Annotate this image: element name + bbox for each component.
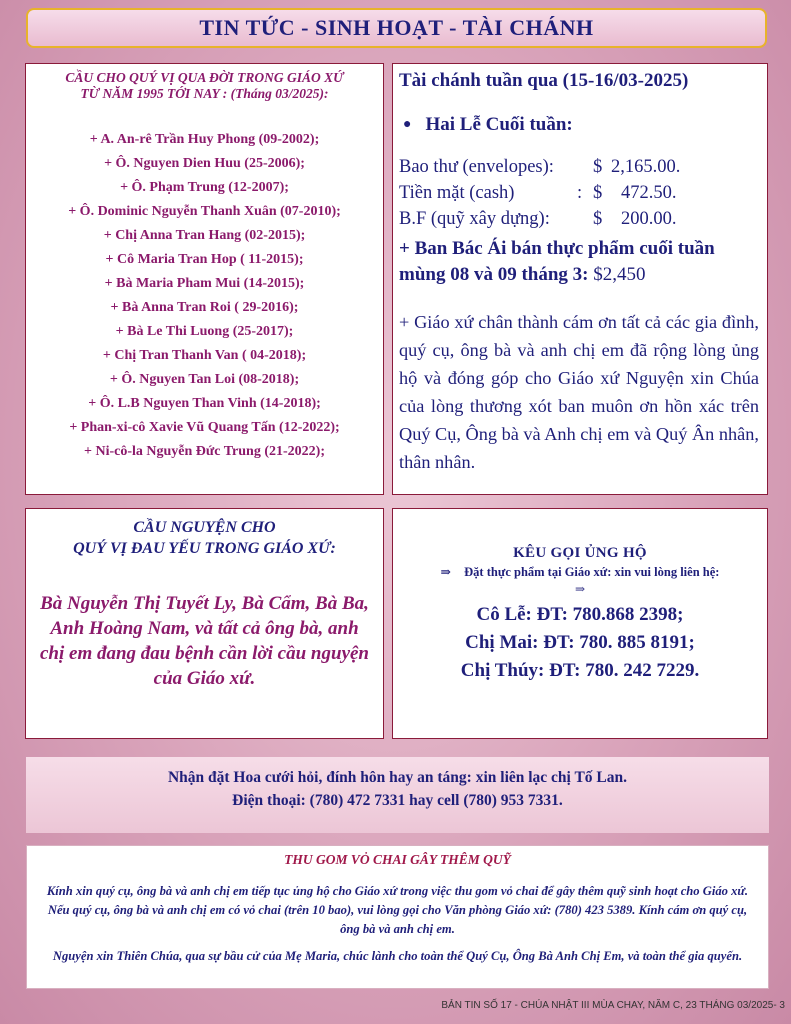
finance-row-colon	[577, 206, 593, 232]
finance-row-label: Bao thư (envelopes):	[399, 157, 554, 177]
finance-row-value: 200.00.	[621, 209, 677, 229]
flower-notice	[26, 757, 769, 833]
list-item: + Phan-xi-cô Xavie Vũ Quang Tấn (12-2022);	[69, 420, 340, 435]
support-title: KÊU GỌI ỦNG HỘ	[513, 545, 647, 561]
deceased-panel	[25, 63, 384, 495]
arrow-right-icon: ⇒	[440, 565, 452, 579]
page-footer: BẢN TIN SỐ 17 - CHÚA NHẬT III MÙA CHAY, NĂM C, 23 THÁNG 03/2025- 3	[441, 1000, 785, 1011]
prayer-title	[26, 517, 383, 559]
deceased-title-line1: CẦU CHO QUÝ VỊ QUA ĐỜI TRONG GIÁO XỨ	[65, 70, 344, 85]
prayer-title-line2: QUÝ VỊ ĐAU YẾU TRONG GIÁO XỨ:	[73, 540, 336, 557]
bottle-title: THU GOM VỎ CHAI GÂY THÊM QUỸ	[284, 852, 511, 867]
list-item: + Chị Tran Thanh Van ( 04-2018);	[102, 348, 307, 363]
weekend-label: Hai Lễ Cuối tuần:	[425, 114, 573, 135]
bacai-amount: $2,450	[593, 264, 646, 285]
bacai-sale	[399, 236, 759, 288]
finance-row-label: Tiền mặt (cash)	[399, 183, 515, 203]
flower-line1: Nhận đặt Hoa cưới hỏi, đính hôn hay an táng: xin liên lạc chị Tố Lan.	[167, 769, 628, 786]
list-item: + A. An-rê Trần Huy Phong (09-2002);	[89, 132, 320, 147]
deceased-title-line2: TỪ NĂM 1995 TỚI NAY : (Tháng 03/2025):	[80, 86, 329, 101]
support-contacts	[393, 601, 767, 685]
bottle-blessing: Nguyện xin Thiên Chúa, qua sự bầu cử của Mẹ Maria, chúc lành cho toàn thể Quý Cụ, Ông Bà Anh Chị Em, và toàn thể gia quyến.	[52, 949, 743, 963]
list-item: + Bà Le Thi Luong (25-2017);	[115, 324, 294, 339]
list-item: + Ni-cô-la Nguyễn Đức Trung (21-2022);	[83, 444, 325, 459]
finance-row-label: B.F (quỹ xây dựng):	[399, 209, 550, 229]
list-item: + Bà Maria Pham Mui (14-2015);	[104, 276, 305, 291]
finance-row-currency: $	[593, 157, 603, 177]
prayer-body: Bà Nguyễn Thị Tuyết Ly, Bà Cẩm, Bà Ba, Anh Hoàng Nam, và tất cả ông bà, anh chị em đang đau bệnh cần lời cầu nguyện của Giáo xứ.	[39, 593, 369, 689]
list-item: + Ô. Phạm Trung (12-2007);	[120, 180, 289, 195]
finance-row-colon: :	[577, 183, 583, 203]
thanks-text: + Giáo xứ chân thành cám ơn tất cả các gia đình, quý cụ, ông bà và anh chị em đã rộng lòng ủng hộ và đóng góp cho Giáo xứ Nguyện xin Chúa của lòng thương xót ban muôn ơn hồn xác trên Quý Cụ, Ông bà và Anh chị em và Quý Ân nhân, thân nhân.	[399, 312, 759, 472]
list-item: + Cô Maria Tran Hop ( 11-2015);	[105, 252, 304, 267]
bottle-body: Kính xin quý cụ, ông bà và anh chị em tiếp tục ủng hộ cho Giáo xứ trong việc thu gom vỏ chai để gây thêm quỹ sinh hoạt cho Giáo xứ. Nếu quý cụ, ông bà và anh chị em có vỏ chai (trên 10 bao), vui lòng gọi cho Văn phòng Giáo xứ: (780) 423 5389. Kính cám ơn quý cụ, ông bà và anh chị em.	[46, 884, 749, 936]
support-panel	[392, 508, 768, 739]
page-title-banner	[26, 8, 767, 48]
support-line-text: Đặt thực phẩm tại Giáo xứ: xin vui lòng liên hệ:	[464, 565, 720, 579]
arrow-right-icon: ⇒	[574, 582, 586, 596]
bottle-collection-panel	[26, 845, 769, 989]
flower-line2: Điện thoại: (780) 472 7331 hay cell (780) 953 7331.	[232, 792, 563, 809]
list-item: + Bà Anna Tran Roi ( 29-2016);	[110, 300, 299, 315]
finance-row	[399, 180, 759, 206]
prayer-title-line1: CẦU NGUYỆN CHO	[133, 519, 276, 536]
bullet-icon: ●	[403, 117, 412, 132]
finance-title: Tài chánh tuần qua (15-16/03-2025)	[399, 70, 689, 91]
finance-row	[399, 154, 759, 180]
deceased-title	[26, 70, 383, 102]
finance-row-currency: $	[593, 183, 603, 203]
finance-row	[399, 206, 759, 232]
deceased-list	[26, 128, 383, 464]
list-item: + Ô. Dominic Nguyễn Thanh Xuân (07-2010);	[68, 204, 341, 219]
support-line	[393, 564, 767, 580]
prayer-panel	[25, 508, 384, 739]
weekend-heading	[399, 114, 759, 136]
finance-panel	[392, 63, 768, 495]
page-title: TIN TỨC - SINH HOẠT - TÀI CHÁNH	[199, 15, 594, 40]
finance-row-value: 472.50.	[621, 183, 677, 203]
finance-row-colon	[577, 154, 593, 180]
list-item: + Chị Anna Tran Hang (02-2015);	[103, 228, 306, 243]
list-item: + Ô. Nguyen Dien Huu (25-2006);	[104, 156, 305, 171]
contact-line: Cô Lễ: ĐT: 780.868 2398;	[476, 604, 684, 625]
list-item: + Ô. L.B Nguyen Than Vinh (14-2018);	[88, 396, 321, 411]
finance-row-value: 2,165.00.	[611, 157, 681, 177]
list-item: + Ô. Nguyen Tan Loi (08-2018);	[109, 372, 300, 387]
contact-line: Chị Thúy: ĐT: 780. 242 7229.	[460, 660, 700, 681]
bacai-label: + Ban Bác Ái bán thực phẩm cuối tuần mùng 08 và 09 tháng 3:	[399, 238, 715, 285]
finance-row-currency: $	[593, 209, 603, 229]
finance-rows	[399, 154, 759, 232]
contact-line: Chị Mai: ĐT: 780. 885 8191;	[465, 632, 695, 653]
